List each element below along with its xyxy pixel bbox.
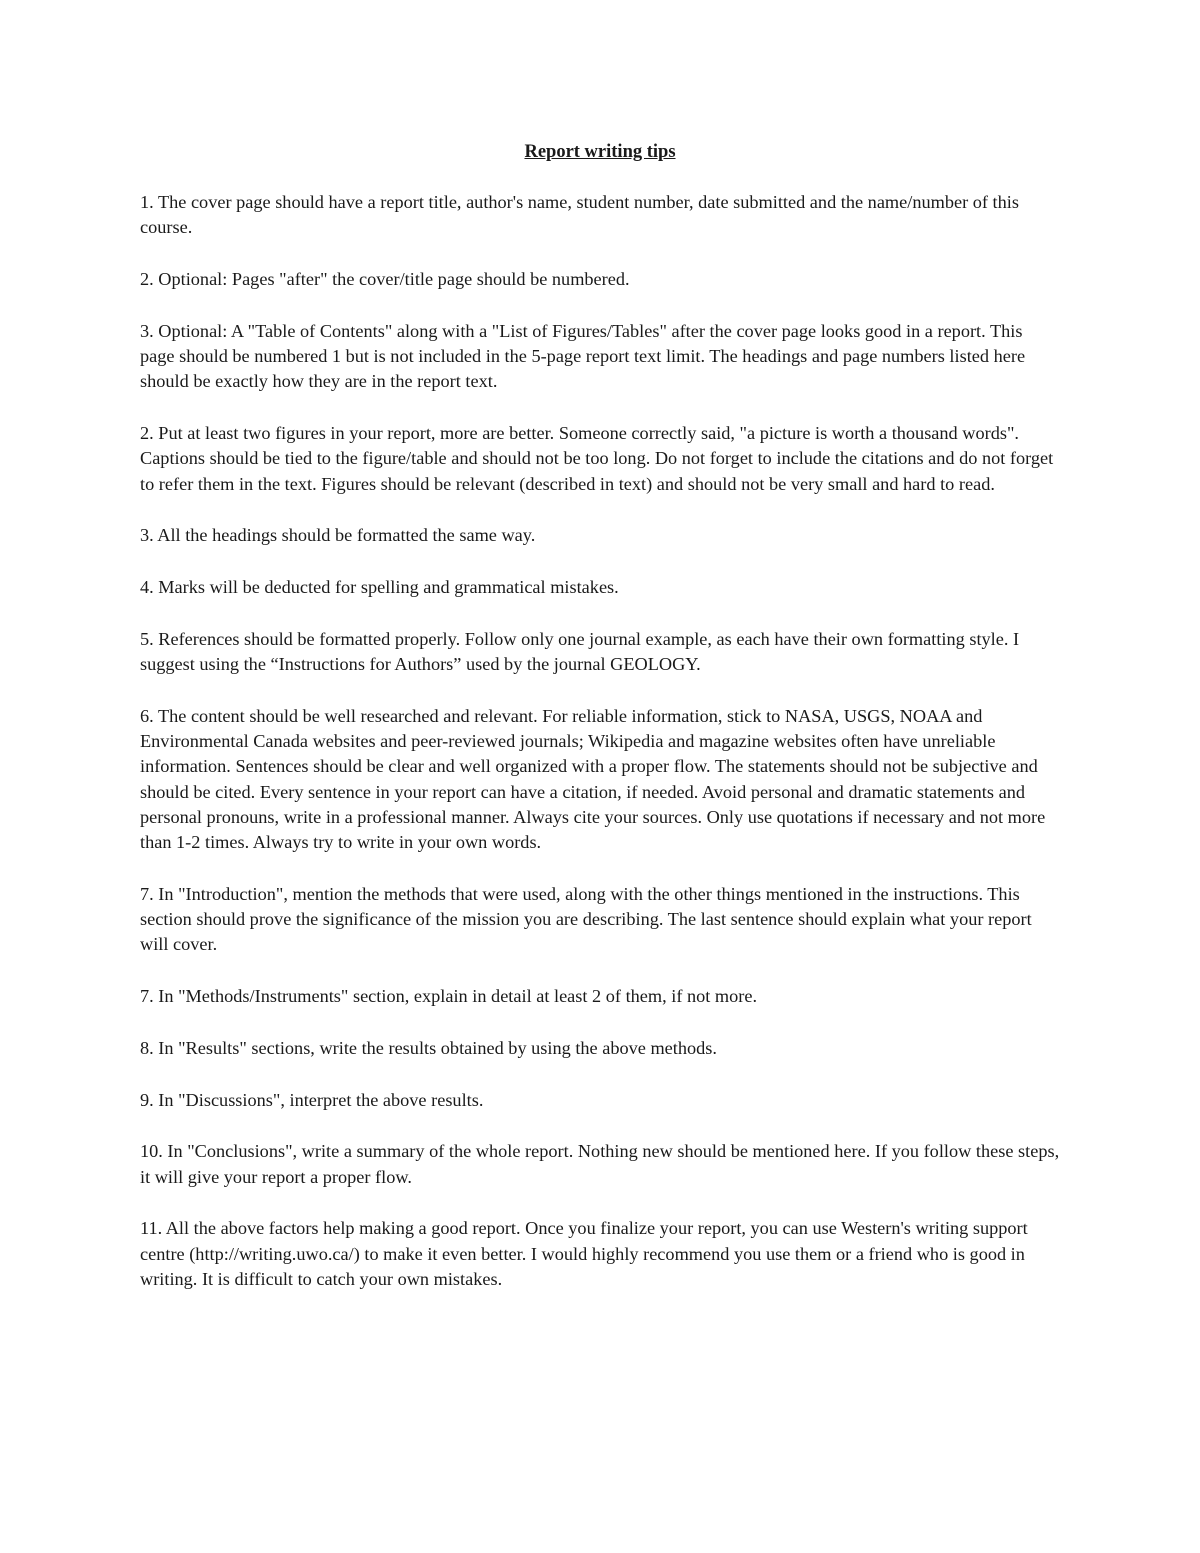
tip-paragraph-2: 2. Optional: Pages "after" the cover/title page should be numbered. [140,269,630,290]
tip-paragraph-1: 1. The cover page should have a report title, author's name, student number, date submitted and the name/number of this course. [140,192,1019,238]
tip-paragraph-13: 10. In "Conclusions", write a summary of the whole report. Nothing new should be mentioned here. If you follow these steps, it will give your report a proper flow. [140,1141,1060,1187]
tip-paragraph-10: 7. In "Methods/Instruments" section, explain in detail at least 2 of them, if not more. [140,986,758,1007]
tip-paragraph-14: 11. All the above factors help making a good report. Once you finalize your report, you can use Western's writing support centre (http://writing.uwo.ca/) to make it even better. I would highly recommend you use them or a friend who is good in writing. It is difficult to catch your own mistakes. [140,1218,1028,1289]
tip-paragraph-12: 9. In "Discussions", interpret the above results. [140,1089,484,1110]
tip-paragraph-9: 7. In "Introduction", mention the methods that were used, along with the other things mentioned in the instructions. This section should prove the significance of the mission you are describing. The last sentence should explain what your report will cover. [140,883,1032,955]
tip-paragraph-6: 4. Marks will be deducted for spelling and grammatical mistakes. [140,577,619,598]
tip-paragraph-3: 3. Optional: A "Table of Contents" along with a "List of Figures/Tables" after the cover page looks good in a report. This page should be numbered 1 but is not included in the 5-page report text limit. The headings and page numbers listed here should be exactly how they are in the report text. [140,321,1026,392]
document-body [140,140,1060,1319]
tip-paragraph-7: 5. References should be formatted properly. Follow only one journal example, as each have their own formatting style. I suggest using the “Instructions for Authors” used by the journal GEOLOGY. [140,629,1020,675]
tip-paragraph-8: 6. The content should be well researched and relevant. For reliable information, stick to NASA, USGS, NOAA and Environmental Canada websites and peer-reviewed journals; Wikipedia and magazine websites often have unreliable information. Sentences should be clear and well organized with a proper flow. The statements should not be subjective and should be cited. Every sentence in your report can have a citation, if needed. Avoid personal and dramatic statements and personal pronouns, write in a professional manner. Always cite your sources. Only use quotations if necessary and not more than 1-2 times. Always try to write in your own words. [140,706,1046,853]
document-title: Report writing tips [524,142,676,162]
tip-paragraph-4: 2. Put at least two figures in your report, more are better. Someone correctly said, "a picture is worth a thousand words". Captions should be tied to the figure/table and should not be too long. Do not forget to include the citations and do not forget to refer them in the text. Figures should be relevant (described in text) and should not be very small and hard to read. [140,423,1054,494]
tip-paragraph-11: 8. In "Results" sections, write the results obtained by using the above methods. [140,1037,717,1058]
tip-paragraph-5: 3. All the headings should be formatted the same way. [140,525,536,546]
